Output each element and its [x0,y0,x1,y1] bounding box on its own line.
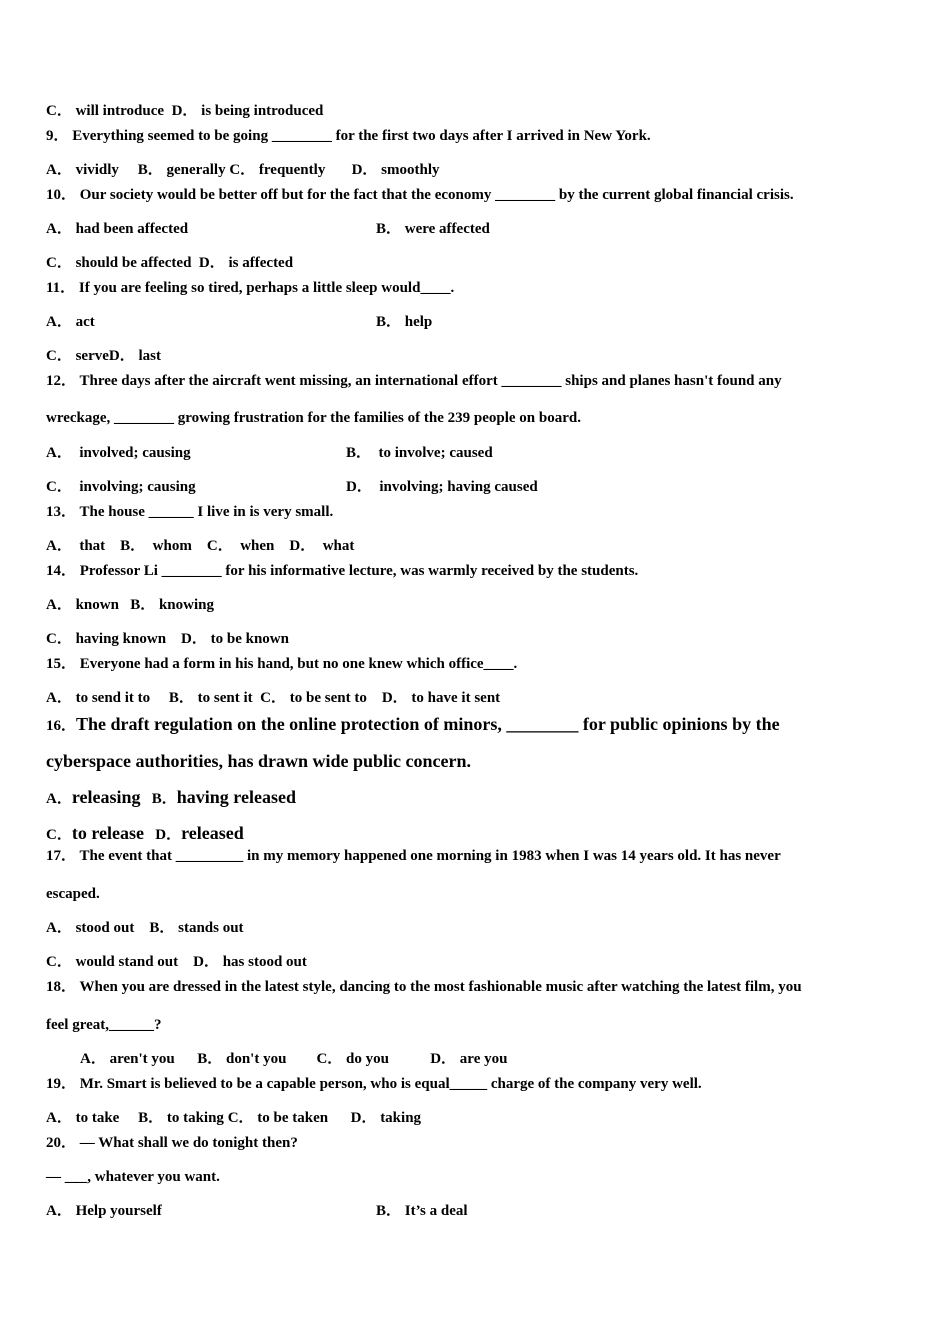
q19-stem: 19． Mr. Smart is believed to be a capable person, who is equal_____ charge of the company very well. [46,1076,702,1092]
q19-option-b: B． to taking [138,1110,224,1126]
q15-option-d: D． to have it sent [381,690,501,706]
q8-options-cd [46,102,323,120]
q8-option-c: C． will introduce [46,103,165,119]
q17-options-cd [46,953,307,971]
q14-option-b: B． knowing [130,597,214,613]
q11-options-cd [46,347,161,365]
q10-option-c: C． should be affected [46,255,192,271]
q13-options [46,537,354,555]
q10-options-cd [46,254,293,272]
q15-option-b: B． to sent it [168,690,253,706]
q12-option-d: D． involving; having caused [346,479,538,495]
q16-option-a-letter: A． [46,791,72,807]
q12-option-b: B． to involve; caused [346,445,493,461]
q16-stem-line2: cyberspace authorities, has drawn wide public concern. [46,751,471,771]
q14-options-cd [46,630,289,648]
q11-option-b: B． help [376,314,433,330]
q18-option-b: B． don't you [197,1051,287,1067]
q19-option-a: A． to take [46,1110,120,1126]
q14-stem: 14． Professor Li ________ for his informative lecture, was warmly received by the students. [46,563,639,579]
q13-option-b: B． whom [120,538,192,554]
q9-option-a: A． vividly [46,162,119,178]
q18-stem-line1: 18． When you are dressed in the latest style, dancing to the most fashionable music after watching the latest film, you [46,979,802,995]
q17-stem-line2: escaped. [46,886,100,902]
q10-stem: 10． Our society would be better off but for the fact that the economy ________ by the current global financial crisis. [46,187,794,203]
q20-option-a: A． Help yourself [46,1203,162,1219]
q16-stem-text: The draft regulation on the online protection of minors, ________ for public opinions by the [76,714,780,734]
q9-option-d: D． smoothly [351,162,440,178]
q11-option-a: A． act [46,314,95,330]
q15-stem: 15． Everyone had a form in his hand, but no one knew which office____. [46,656,518,672]
q14-option-c: C． having known [46,631,167,647]
q15-options [46,689,500,707]
q17-option-b: B． stands out [149,920,244,936]
q16-option-c-letter: C． [46,827,72,843]
q9-options [46,161,440,179]
q17-option-c: C． would stand out [46,954,179,970]
q9-stem: 9． Everything seemed to be going ________ for the first two days after I arrived in New York. [46,128,651,144]
q12-stem-line2: wreckage, ________ growing frustration for the families of the 239 people on board. [46,410,581,426]
q11-stem: 11． If you are feeling so tired, perhaps a little sleep would____. [46,280,455,296]
q18-option-d: D． are you [430,1051,508,1067]
q20-stem-line2: — ___, whatever you want. [46,1169,220,1185]
q15-option-c: C． to be sent to [260,690,367,706]
q16-option-a: releasing [71,787,141,807]
q13-option-c: C． when [206,538,275,554]
q17-option-d: D． has stood out [193,954,307,970]
q13-option-a: A． that [46,538,106,554]
q19-option-c: C． to be taken [227,1110,329,1126]
q18-options [80,1050,507,1068]
q18-stem-line2: feel great,______? [46,1017,162,1033]
q19-options [46,1109,421,1127]
q9-option-b: B． generally [137,162,226,178]
q16-stem-line1 [46,713,780,735]
q16-option-b: having released [176,787,296,807]
q17-options-ab [46,919,244,937]
q13-stem: 13． The house ______ I live in is very small. [46,504,334,520]
q12-option-c: C． involving; causing [46,479,196,495]
q14-option-d: D． to be known [181,631,289,647]
q11-option-d: D． last [108,348,161,364]
q14-options-ab [46,596,214,614]
q15-option-a: A． to send it to [46,690,151,706]
q16-option-b-letter: B． [151,791,177,807]
q20-stem-line1: 20． — What shall we do tonight then? [46,1135,298,1151]
q13-option-d: D． what [289,538,355,554]
q16-number: 16． [46,718,77,734]
q18-option-c: C． do you [316,1051,389,1067]
q10-option-b: B． were affected [376,221,490,237]
q20-option-b: B． It’s a deal [376,1203,468,1219]
q16-options-cd [46,822,244,844]
q10-option-d: D． is affected [198,255,294,271]
q10-option-a: A． had been affected [46,221,189,237]
q16-options-ab [46,786,296,808]
q18-option-a: A． aren't you [80,1051,175,1067]
q17-stem-line1: 17． The event that _________ in my memory happened one morning in 1983 when I was 14 years old. It has never [46,848,781,864]
q12-stem-line1: 12． Three days after the aircraft went missing, an international effort ________ ships and planes hasn't found any [46,373,782,389]
q16-option-d-letter: D． [155,827,182,843]
q8-option-d: D． is being introduced [171,103,324,119]
q16-option-d: released [181,823,244,843]
q16-option-c: to release [71,823,144,843]
q14-option-a: A． known [46,597,119,613]
q17-option-a: A． stood out [46,920,135,936]
q12-option-a: A． involved; causing [46,445,191,461]
q11-option-c: C． serve [46,348,109,364]
q9-option-c: C． frequently [229,162,326,178]
q19-option-d: D． taking [350,1110,422,1126]
